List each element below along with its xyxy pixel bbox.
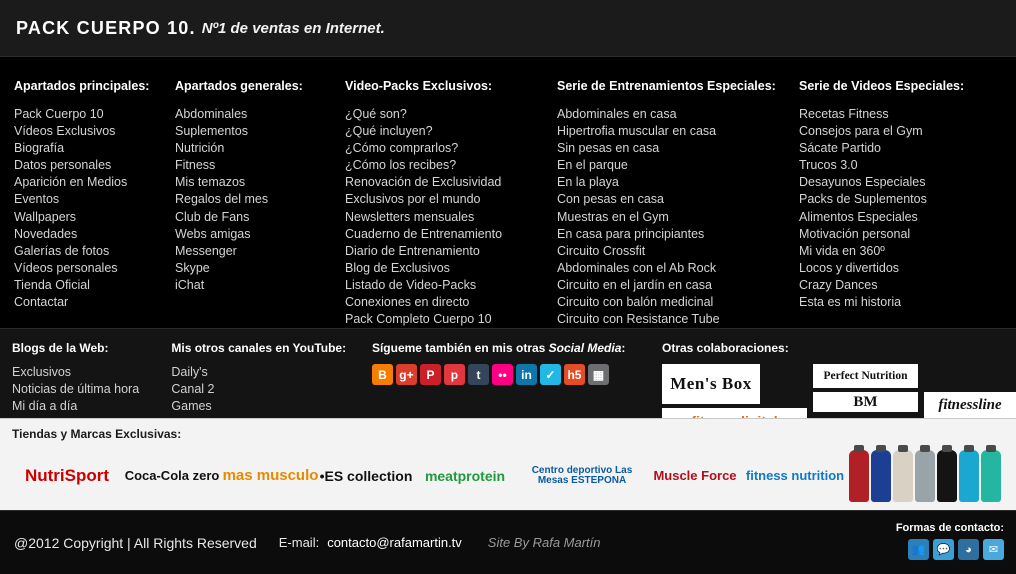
youtube-heading: Mis otros canales en YouTube: — [171, 341, 347, 355]
list-item[interactable]: Trucos 3.0 — [799, 158, 858, 173]
pinterest-alt-icon[interactable]: p — [444, 364, 465, 385]
product-bottles — [849, 450, 1001, 502]
brand-mas-musculo[interactable]: mas musculo — [222, 467, 319, 485]
blogger-icon[interactable]: B — [372, 364, 393, 385]
checkin-icon[interactable]: ✓ — [540, 364, 561, 385]
list-item[interactable]: Noticias de última hora — [12, 382, 140, 396]
list-item[interactable]: Daily's — [171, 365, 208, 379]
list-item[interactable]: Webs amigas — [175, 226, 251, 241]
column-heading: Apartados principales: — [14, 79, 150, 93]
list-item[interactable]: Mi vida en 360º — [799, 243, 885, 258]
list-item[interactable]: Circuito con balón medicinal — [557, 295, 714, 310]
list-item[interactable]: Sin pesas en casa — [557, 141, 660, 156]
email-link[interactable]: contacto@rafamartin.tv — [327, 535, 462, 550]
list-item[interactable]: Abdominales en casa — [557, 107, 677, 121]
list-item[interactable]: Nutrición — [175, 141, 225, 156]
social-media-heading-pre: Sígueme también en mis otras — [371, 341, 549, 355]
linkedin-icon[interactable]: in — [516, 364, 537, 385]
list-item[interactable]: Alimentos Especiales — [799, 209, 918, 224]
apps-grid-icon[interactable]: ▦ — [588, 364, 609, 385]
link-list — [175, 106, 345, 294]
list-item[interactable]: Pack Completo Cuerpo 10 — [345, 312, 492, 327]
list-item[interactable]: Messenger — [175, 243, 237, 258]
list-item[interactable]: Novedades — [14, 226, 78, 241]
list-item[interactable]: Datos personales — [14, 158, 112, 173]
clock-icon[interactable]: ◕ — [958, 539, 979, 560]
list-item[interactable]: En la playa — [557, 175, 619, 190]
site-by-text: Site By Rafa Martín — [487, 535, 601, 550]
bottle-red[interactable] — [849, 450, 869, 502]
brand-coca-cola-zero[interactable]: Coca-Cola zero — [124, 468, 220, 484]
copyright-text: @2012 Copyright | All Rights Reserved — [14, 534, 257, 551]
list-item[interactable]: Club de Fans — [175, 209, 250, 224]
column-entrenamientos-especiales — [557, 79, 799, 327]
link-list — [799, 106, 1014, 311]
bottle-black[interactable] — [937, 450, 957, 502]
list-item[interactable]: Crazy Dances — [799, 277, 878, 292]
brand-meatprotein[interactable]: meatprotein — [424, 467, 506, 484]
blogs-list — [12, 364, 161, 415]
bottle-grey[interactable] — [915, 450, 935, 502]
list-item[interactable]: Skype — [175, 260, 210, 275]
brand-centro-deportivo-las-mesas[interactable]: Centro deportivo Las Mesas ESTEPONA — [531, 464, 633, 486]
column-video-packs-exclusivos — [345, 79, 557, 327]
social-media-heading-post: : — [621, 341, 626, 355]
list-item[interactable]: Vídeos personales — [14, 260, 118, 275]
link-list — [14, 106, 175, 311]
list-item[interactable]: Games — [171, 399, 212, 413]
list-item[interactable]: Sácate Partido — [799, 141, 881, 156]
list-item[interactable]: Diario de Entrenamiento — [345, 243, 480, 258]
list-item[interactable]: Contactar — [14, 295, 69, 310]
list-item[interactable]: Blog de Exclusivos — [345, 260, 450, 275]
list-item[interactable]: Muestras en el Gym — [557, 209, 669, 224]
bottle-teal[interactable] — [981, 450, 1001, 502]
list-item[interactable]: Pack Cuerpo 10 — [14, 107, 104, 121]
html5-icon[interactable]: h5 — [564, 364, 585, 385]
brand-muscle-force[interactable]: Muscle Force — [653, 468, 737, 484]
column-heading: Serie de Videos Especiales: — [799, 79, 965, 93]
list-item[interactable]: Circuito con Resistance Tube — [557, 312, 720, 327]
brands-heading: Tiendas y Marcas Exclusivas: — [12, 427, 182, 441]
bottle-cream[interactable] — [893, 450, 913, 502]
page-title: PACK CUERPO 10. — [16, 17, 196, 38]
social-media-heading-em: Social Media — [548, 341, 622, 355]
collaborations-heading: Otras colaboraciones: — [662, 341, 789, 355]
social-strip — [0, 328, 1016, 418]
list-item[interactable]: Eventos — [14, 192, 60, 207]
list-item[interactable]: Regalos del mes — [175, 192, 269, 207]
perfect-nutrition-logo[interactable]: Perfect Nutrition — [813, 364, 918, 388]
social-media-section — [368, 329, 656, 418]
list-item[interactable]: Packs de Suplementos — [799, 192, 927, 207]
google-plus-icon[interactable]: g+ — [396, 364, 417, 385]
tumblr-icon[interactable]: t — [468, 364, 489, 385]
bottle-cyan[interactable] — [959, 450, 979, 502]
contact-icon-row — [896, 539, 1004, 560]
link-list — [345, 106, 557, 328]
list-item[interactable]: ¿Cómo los recibes? — [345, 158, 457, 173]
list-item[interactable]: Locos y divertidos — [799, 260, 900, 275]
brands-band — [0, 418, 1016, 510]
link-list — [557, 106, 799, 345]
flickr-icon[interactable]: •• — [492, 364, 513, 385]
list-item[interactable]: Renovación de Exclusividad — [345, 175, 502, 190]
list-item[interactable]: Wallpapers — [14, 209, 77, 224]
list-item[interactable]: En casa para principiantes — [557, 226, 705, 241]
list-item[interactable]: ¿Qué son? — [345, 107, 407, 121]
list-item[interactable]: Tienda Oficial — [14, 277, 90, 292]
list-item[interactable]: ¿Qué incluyen? — [345, 124, 433, 139]
collab-col-far — [924, 364, 1016, 418]
fitnessline-logo[interactable]: fitnessline — [924, 392, 1016, 418]
chat-icon[interactable]: 💬 — [933, 539, 954, 560]
bottle-blue[interactable] — [871, 450, 891, 502]
youtube-list — [171, 364, 368, 415]
list-item[interactable]: Mis temazos — [175, 175, 246, 190]
list-item[interactable]: Fitness — [175, 158, 216, 173]
list-item[interactable]: Abdominales — [175, 107, 248, 121]
brand-nutrisport[interactable]: NutriSport — [24, 466, 110, 486]
bm-logo[interactable]: BM — [813, 392, 918, 412]
list-item[interactable]: Recetas Fitness — [799, 107, 889, 121]
collab-col-right — [813, 364, 918, 412]
list-item[interactable]: Listado de Video-Packs — [345, 277, 477, 292]
list-item[interactable]: Newsletters mensuales — [345, 209, 475, 224]
brand-fitness-nutrition[interactable]: fitness nutrition — [745, 468, 845, 484]
youtube-section — [161, 329, 368, 418]
people-icon[interactable]: 👥 — [908, 539, 929, 560]
list-item[interactable]: Canal 2 — [171, 382, 215, 396]
list-item[interactable]: Galerías de fotos — [14, 243, 110, 258]
list-item[interactable]: Biografía — [14, 141, 65, 156]
column-heading: Apartados generales: — [175, 79, 303, 93]
list-item[interactable]: Motivación personal — [799, 226, 911, 241]
mail-icon[interactable]: ✉ — [983, 539, 1004, 560]
list-item[interactable]: Conexiones en directo — [345, 295, 470, 310]
list-item[interactable]: En el parque — [557, 158, 628, 173]
list-item[interactable]: Con pesas en casa — [557, 192, 665, 207]
column-videos-especiales — [799, 79, 1014, 310]
site-footer — [0, 510, 1016, 574]
social-icon-row — [372, 364, 656, 385]
email-label: E-mail: — [278, 535, 320, 550]
list-item[interactable]: Exclusivos — [12, 365, 72, 379]
brand-es-collection[interactable]: •ES collection — [319, 467, 413, 484]
list-item[interactable]: Cuaderno de Entrenamiento — [345, 226, 503, 241]
column-apartados-principales — [0, 79, 175, 310]
blogs-heading: Blogs de la Web: — [12, 341, 109, 355]
column-heading: Video-Packs Exclusivos: — [345, 79, 493, 93]
list-item[interactable]: Aparición en Medios — [14, 175, 128, 190]
list-item[interactable]: Mi día a día — [12, 399, 78, 413]
blogs-section — [0, 329, 161, 418]
list-item[interactable]: iChat — [175, 277, 205, 292]
footer-link-columns — [0, 57, 1016, 328]
list-item[interactable]: Vídeos Exclusivos — [14, 124, 116, 139]
column-apartados-generales — [175, 79, 345, 310]
list-item[interactable]: Esta es mi historia — [799, 295, 902, 310]
list-item[interactable]: Hipertrofia muscular en casa — [557, 124, 717, 139]
column-heading: Serie de Entrenamientos Especiales: — [557, 79, 776, 93]
site-header — [0, 0, 1016, 57]
pinterest-icon[interactable]: P — [420, 364, 441, 385]
list-item[interactable]: Desayunos Especiales — [799, 175, 926, 190]
list-item[interactable]: ¿Cómo comprarlos? — [345, 141, 459, 156]
mensbox-logo[interactable]: Men's Box — [662, 364, 760, 404]
list-item[interactable]: Suplementos — [175, 124, 248, 139]
brands-row — [0, 446, 1016, 506]
list-item[interactable]: Circuito en el jardín en casa — [557, 277, 712, 292]
collaborations-section — [656, 329, 1016, 418]
contact-heading: Formas de contacto: — [895, 522, 1004, 534]
list-item[interactable]: Consejos para el Gym — [799, 124, 923, 139]
list-item[interactable]: Exclusivos por el mundo — [345, 192, 481, 207]
contact-block — [896, 522, 1004, 560]
list-item[interactable]: Circuito Crossfit — [557, 243, 646, 258]
page-subtitle: Nº1 de ventas en Internet. — [201, 19, 385, 37]
social-media-heading — [372, 341, 656, 355]
list-item[interactable]: Abdominales con el Ab Rock — [557, 260, 717, 275]
